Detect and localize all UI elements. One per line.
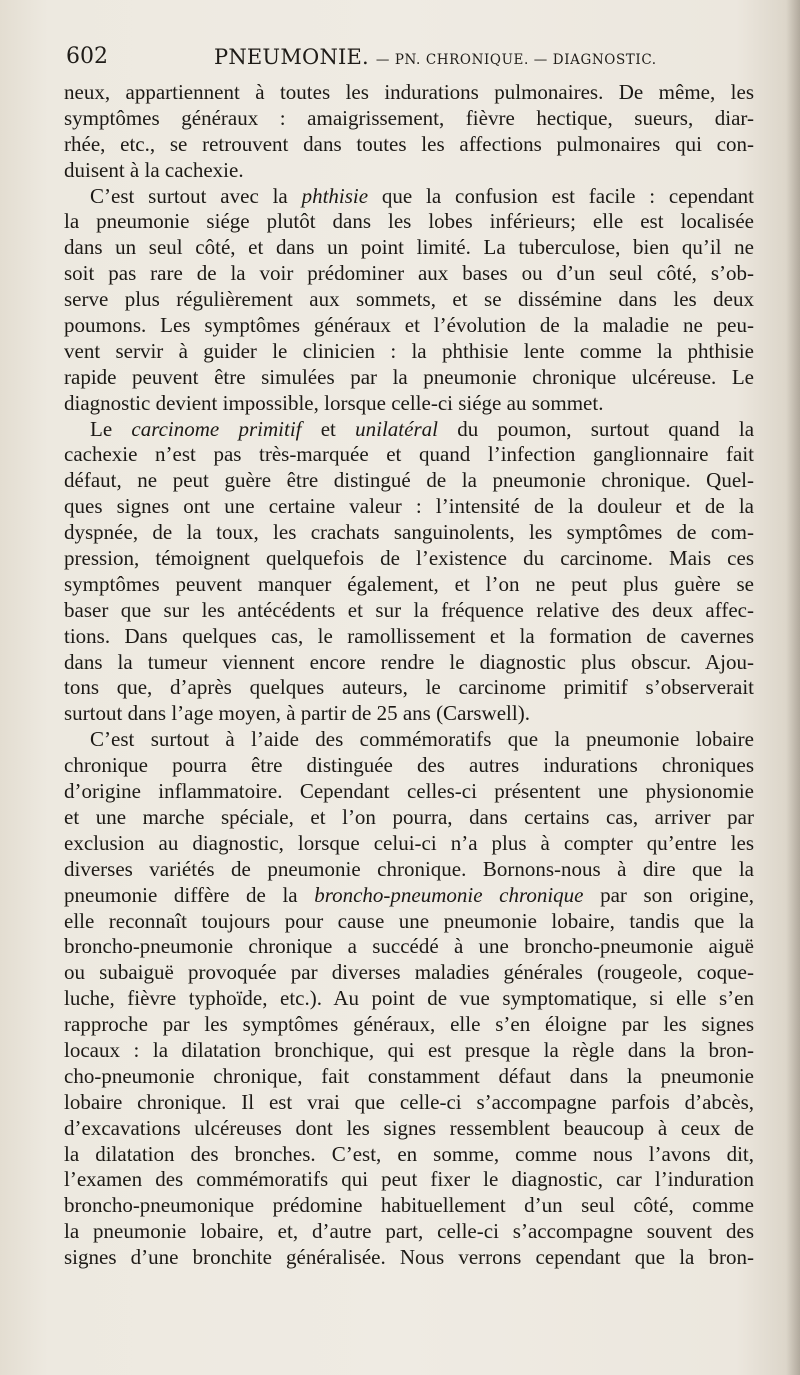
- page-number: 602: [66, 44, 108, 69]
- text-line: vent servir à guider le clinicien : la phthisie lente comme la phthisie: [64, 338, 754, 363]
- text-line: lobaire chronique. Il est vrai que celle-ci s’accompagne parfois d’abcès,: [64, 1089, 754, 1114]
- page-edge-shadow: [786, 0, 800, 1375]
- text-line: la pneumonie lobaire, et, d’autre part, celle-ci s’accompagne souvent des: [64, 1219, 754, 1244]
- text-line: pression, témoignent quelquefois de l’existence du carcinome. Mais ces: [64, 546, 754, 571]
- text-line: symptômes généraux : amaigrissement, fièvre hectique, sueurs, diar-: [64, 105, 754, 130]
- text-line: pneumonie diffère de la broncho-pneumonie chronique par son origine,: [64, 882, 754, 907]
- text-line: l’examen des commémoratifs qui peut fixer le diagnostic, car l’induration: [64, 1167, 754, 1192]
- text-line: et une marche spéciale, et l’on pourra, dans certains cas, arriver par: [64, 804, 754, 829]
- text-line: diagnostic devient impossible, lorsque celle-ci siége au sommet.: [64, 390, 604, 415]
- running-title-main: PNEUMONIE.: [214, 45, 369, 69]
- text-line: rapproche par les symptômes généraux, elle s’en éloigne par les signes: [64, 1012, 754, 1037]
- body-text: [64, 80, 754, 1271]
- text-line: d’excavations ulcéreuses dont les signes ressemblent beaucoup à ceux de: [64, 1115, 754, 1140]
- text-line: baser que sur les antécédents et sur la fréquence relative des deux affec-: [64, 597, 754, 622]
- text-line: Le carcinome primitif et unilatéral du poumon, surtout quand la: [90, 416, 754, 441]
- text-line: la dilatation des bronches. C’est, en somme, comme nous l’avons dit,: [64, 1141, 754, 1166]
- text-line: surtout dans l’age moyen, à partir de 25 ans (Carswell).: [64, 701, 530, 726]
- running-title-sub: — PN. CHRONIQUE. — DIAGNOSTIC.: [375, 52, 657, 68]
- text-line: d’origine inflammatoire. Cependant celles-ci présentent une physionomie: [64, 779, 754, 804]
- text-line: diverses variétés de pneumonie chronique. Bornons-nous à dire que la: [64, 856, 754, 881]
- text-line: neux, appartiennent à toutes les indurations pulmonaires. De même, les: [64, 80, 754, 104]
- text-line: exclusion au diagnostic, lorsque celui-ci n’a plus à compter qu’entre les: [64, 830, 754, 855]
- text-line: ques signes ont une certaine valeur : l’intensité de la douleur et de la: [64, 494, 754, 519]
- text-line: soit pas rare de la voir prédominer aux bases ou d’un seul côté, s’ob-: [64, 261, 754, 286]
- text-line: cachexie n’est pas très-marquée et quand l’infection ganglionnaire fait: [64, 442, 754, 467]
- text-line: dyspnée, de la toux, les crachats sanguinolents, les symptômes de com-: [64, 520, 754, 545]
- text-line: ou subaiguë provoquée par diverses maladies générales (rougeole, coque-: [64, 960, 754, 985]
- text-line: C’est surtout à l’aide des commémoratifs que la pneumonie lobaire: [90, 727, 754, 752]
- text-line: rapide peuvent être simulées par la pneumonie chronique ulcéreuse. Le: [64, 364, 754, 389]
- text-line: poumons. Les symptômes généraux et l’évolution de la maladie ne peu-: [64, 313, 754, 338]
- text-line: C’est surtout avec la phthisie que la confusion est facile : cependant: [90, 183, 754, 208]
- text-line: elle reconnaît toujours pour cause une pneumonie lobaire, tandis que la: [64, 908, 754, 933]
- text-line: dans un seul côté, et dans un point limité. La tuberculose, bien qu’il ne: [64, 235, 754, 260]
- text-line: dans la tumeur viennent encore rendre le diagnostic plus obscur. Ajou-: [64, 649, 754, 674]
- text-line: chronique pourra être distinguée des autres indurations chroniques: [64, 753, 754, 778]
- text-line: serve plus régulièrement aux sommets, et se dissémine dans les deux: [64, 287, 754, 312]
- text-line: broncho-pneumonie chronique a succédé à une broncho-pneumonie aiguë: [64, 934, 754, 959]
- text-line: rhée, etc., se retrouvent dans toutes les affections pulmonaires qui con-: [64, 131, 754, 156]
- running-title: [214, 42, 657, 75]
- text-line: la pneumonie siége plutôt dans les lobes inférieurs; elle est localisée: [64, 209, 754, 234]
- text-line: symptômes peuvent manquer également, et l’on ne peut plus guère se: [64, 571, 754, 596]
- text-line: duisent à la cachexie.: [64, 157, 244, 182]
- text-line: luche, fièvre typhoïde, etc.). Au point de vue symptomatique, si elle s’en: [64, 986, 754, 1011]
- text-line: tons que, d’après quelques auteurs, le carcinome primitif s’observerait: [64, 675, 754, 700]
- text-line: broncho-pneumonique prédomine habituellement d’un seul côté, comme: [64, 1193, 754, 1218]
- page-header: [66, 42, 756, 74]
- text-line: locaux : la dilatation bronchique, qui est presque la règle dans la bron-: [64, 1037, 754, 1062]
- text-line: défaut, ne peut guère être distingué de la pneumonie chronique. Quel-: [64, 468, 754, 493]
- text-line: signes d’une bronchite généralisée. Nous verrons cependant que la bron-: [64, 1245, 754, 1270]
- text-line: tions. Dans quelques cas, le ramollissement et la formation de cavernes: [64, 623, 754, 648]
- text-line: cho-pneumonie chronique, fait constamment défaut dans la pneumonie: [64, 1063, 754, 1088]
